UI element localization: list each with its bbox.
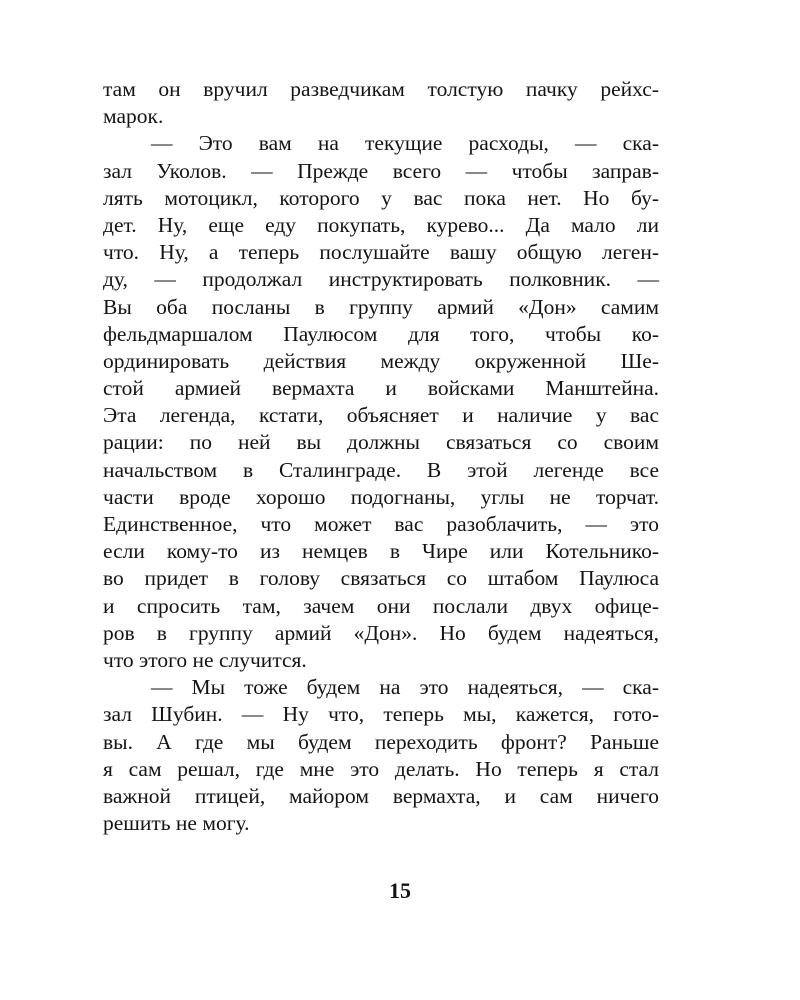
text-line: во придет в голову связаться со штабом Паулюса (103, 566, 659, 591)
text-line: Эта легенда, кстати, объясняет и наличие у вас (103, 403, 659, 428)
text-line: важной птицей, майором вермахта, и сам ничего (103, 783, 659, 808)
text-line: зал Уколов. — Прежде всего — чтобы заправ- (103, 158, 659, 183)
text-line: рации: по ней вы должны связаться со своим (103, 430, 659, 455)
text-line: — Мы тоже будем на это надеяться, — ска- (151, 675, 659, 700)
text-line: там он вручил разведчикам толстую пачку рейхс- (103, 77, 659, 101)
text-line: решить не могу. (103, 811, 250, 836)
text-line: что. Ну, а теперь послушайте вашу общую леген- (103, 240, 659, 265)
text-line: ров в группу армий «Дон». Но будем надеяться, (103, 620, 659, 645)
text-line: лять мотоцикл, которого у вас пока нет. Но бу- (103, 185, 659, 210)
text-line: — Это вам на текущие расходы, — ска- (151, 131, 659, 156)
text-line: что этого не случится. (103, 647, 307, 672)
text-line: начальством в Сталинграде. В этой легенде все (103, 457, 659, 482)
text-line: марок. (103, 104, 164, 129)
text-line: стой армией вермахта и войсками Манштейна. (103, 376, 659, 401)
text-line: вы. А где мы будем переходить фронт? Раньше (103, 729, 659, 754)
text-line: Единственное, что может вас разоблачить, — это (103, 512, 659, 536)
text-line: я сам решал, где мне это делать. Но теперь я стал (103, 756, 659, 781)
text-line: ординировать действия между окруженной Ше- (103, 348, 659, 373)
text-line: если кому-то из немцев в Чире или Котельнико- (103, 539, 659, 564)
text-line: фельдмаршалом Паулюсом для того, чтобы ко- (103, 321, 659, 346)
text-line: и спросить там, зачем они послали двух офице- (103, 593, 659, 618)
text-line: Вы оба посланы в группу армий «Дон» самим (103, 294, 659, 319)
page-text-body (103, 76, 659, 837)
page-number: 15 (389, 878, 411, 903)
text-line: ду, — продолжал инструктировать полковник. — (103, 267, 659, 292)
text-line: зал Шубин. — Ну что, теперь мы, кажется, гото- (103, 702, 659, 727)
text-line: дет. Ну, еще еду покупать, курево... Да мало ли (103, 212, 659, 237)
text-line: части вроде хорошо подогнаны, углы не торчат. (103, 484, 659, 509)
